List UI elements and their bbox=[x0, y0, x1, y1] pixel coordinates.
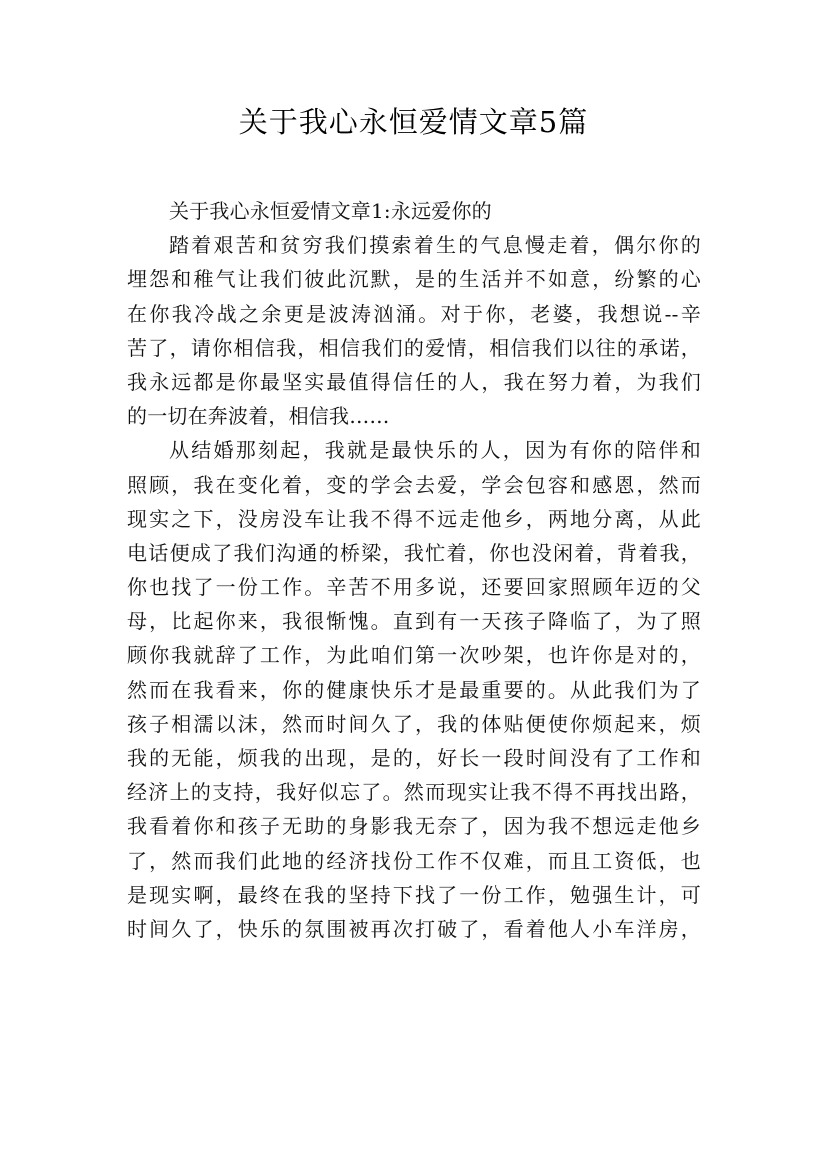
text-line: 埋怨和稚气让我们彼此沉默，是的生活并不如意，纷繁的心 bbox=[127, 267, 701, 292]
text-line: 照顾，我在变化着，变的学会去爱，学会包容和感恩，然而 bbox=[127, 472, 701, 497]
text-line: 现实之下，没房没车让我不得不远走他乡，两地分离，从此 bbox=[127, 506, 701, 531]
text-line: 关于我心永恒爱情文章1:永远爱你的 bbox=[169, 199, 492, 223]
text-line: 苦了，请你相信我，相信我们的爱情，相信我们以往的承诺， bbox=[127, 335, 701, 360]
text-line: 我看着你和孩子无助的身影我无奈了，因为我不想远走他乡 bbox=[127, 814, 701, 839]
text-line: 电话便成了我们沟通的桥梁，我忙着，你也没闲着，背着我， bbox=[127, 540, 701, 565]
text-line: 是现实啊，最终在我的坚持下找了一份工作，勉强生计，可 bbox=[127, 882, 701, 907]
text-line: 我的无能，烦我的出现，是的，好长一段时间没有了工作和 bbox=[127, 746, 701, 770]
text-line: 踏着艰苦和贫穷我们摸索着生的气息慢走着，偶尔你的 bbox=[169, 233, 701, 258]
text-line: 母，比起你来，我很惭愧。直到有一天孩子降临了，为了照 bbox=[127, 609, 701, 634]
text-line: 你也找了一份工作。辛苦不用多说，还要回家照顾年迈的父 bbox=[127, 575, 701, 600]
text-line: 然而在我看来，你的健康快乐才是最重要的。从此我们为了 bbox=[127, 677, 701, 702]
text-line: 了，然而我们此地的经济找份工作不仅难，而且工资低，也 bbox=[127, 848, 701, 873]
text-line: 我永远都是你最坚实最值得信任的人，我在努力着，为我们 bbox=[127, 369, 701, 394]
text-line: 经济上的支持，我好似忘了。然而现实让我不得不再找出路， bbox=[127, 780, 701, 805]
text-line: 孩子相濡以沫，然而时间久了，我的体贴便使你烦起来，烦 bbox=[127, 711, 701, 736]
text-line: 在你我冷战之余更是波涛汹涌。对于你，老婆，我想说--辛 bbox=[127, 301, 701, 326]
text-line: 的一切在奔波着，相信我…… bbox=[127, 404, 390, 429]
document-body bbox=[127, 194, 701, 946]
text-line: 顾你我就辞了工作，为此咱们第一次吵架，也许你是对的， bbox=[127, 643, 701, 668]
text-line: 时间久了，快乐的氛围被再次打破了，看着他人小车洋房， bbox=[127, 916, 701, 941]
text-line: 从结婚那刻起，我就是最快乐的人，因为有你的陪伴和 bbox=[169, 438, 701, 463]
document-title: 关于我心永恒爱情文章5篇 bbox=[238, 105, 589, 139]
